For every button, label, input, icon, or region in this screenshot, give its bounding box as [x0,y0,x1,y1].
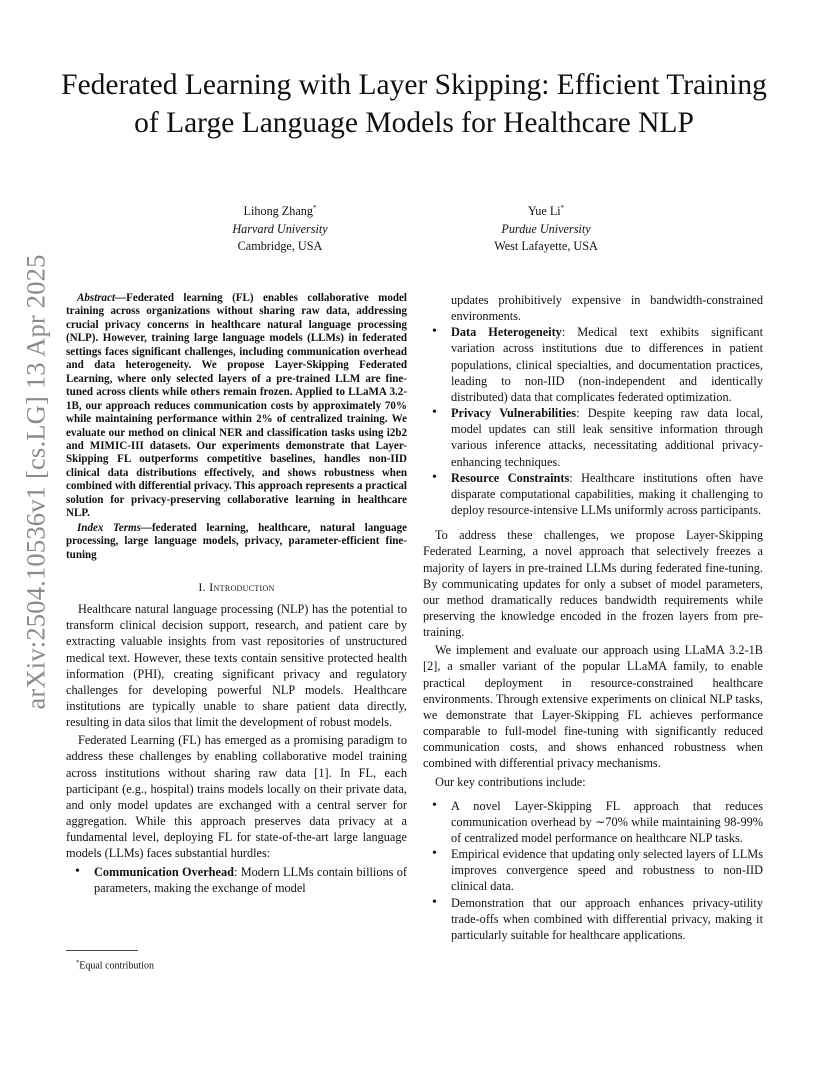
paper-title: Federated Learning with Layer Skipping: Efficient Training of Large Language Models for Healthcare NLP [61,69,767,139]
contributions-list [423,798,763,943]
author-name: Lihong Zhang* [243,204,317,219]
intro-paragraph: Federated Learning (FL) has emerged as a promising paradigm to address these challenges by enabling collaborative model training across institutions without sharing raw data [1]. In FL, each participant (e.g., hospital) trains models locally on their private data, and only model updates are exchanged with a central server for aggregation. While this approach preserves data privacy at a fundamental level, deploying FL for state-of-the-art large language models (LLMs) faces substantial hurdles: [66,733,407,861]
author-affiliation: Purdue University [501,221,591,236]
list-item: • Data Heterogeneity: Medical text exhibits significant variation across institutions due to differences in patient populations, clinical specialties, and documentation practices, leading to non-IID (non-independent and identically distributed) data that complicates federated optimization. [423,324,763,405]
author-affiliation: Harvard University [232,221,328,236]
intro-paragraph: We implement and evaluate our approach using LLaMA 3.2-1B [2], a smaller variant of the popular LLaMA family, to enable practical deployment in resource-constrained healthcare environments. Through extensive experiments on clinical NLP tasks, we demonstrate that Layer-Skipping FL achieves performance comparable to full-model fine-tuning with significantly reduced communication costs, and shows enhanced robustness when combined with differential privacy mechanisms. [423,643,763,771]
index-terms: Index Terms—federated learning, healthcare, natural language processing, large language models, privacy, parameter-efficient fine-tuning [66,521,408,561]
intro-paragraph: Healthcare natural language processing (NLP) has the potential to transform clinical decision support, research, and patient care by extracting valuable insights from vast repositories of unstructured medical text. However, these texts contain sensitive protected health information (PHI), creating significant privacy and regulatory challenges for developing powerful NLP models. Healthcare institutions are typically unable to share patient data directly, resulting in data silos that limit the development of robust models. [66,602,407,730]
author-location: Cambridge, USA [237,239,323,254]
author-block-2 [446,200,646,256]
abstract: Abstract—Federated learning (FL) enables collaborative model training across organizations without sharing raw data, addressing crucial privacy concerns in healthcare natural language processing (NLP). However, training large language models (LLMs) in federated settings faces significant challenges, including communication overhead and data heterogeneity. We propose Layer-Skipping Federated Learning, where only selected layers of a pre-trained LLM are fine-tuned across clients while others remain frozen. Applied to LLaMA 3.2-1B, our approach reduces communication costs by approximately 70% while maintaining performance within 2% of centralized training. We evaluate our method on clinical NER and classification tasks using i2b2 and MIMIC-III datasets. Our experiments demonstrate that Layer-Skipping FL outperforms competitive baselines, handles non-IID clinical data distributions effectively, and shows robustness when combined with differential privacy. This approach represents a practical solution for privacy-preserving collaborative learning in healthcare NLP. [66,292,407,520]
intro-paragraph: Our key contributions include: [435,774,586,789]
challenges-list-continued [423,292,763,518]
footnote: *Equal contribution [76,959,154,972]
list-item: • Communication Overhead: Modern LLMs contain billions of parameters, making the exchange of model [66,864,407,896]
list-item: updates prohibitively expensive in bandwidth-constrained environments. [451,293,763,324]
intro-paragraph: To address these challenges, we propose Layer-Skipping Federated Learning, a novel approach that selectively freezes a majority of layers in pre-trained LLMs during federated fine-tuning. By communicating updates for only a subset of model parameters, our method dramatically reduces bandwidth requirements while preserving the knowledge encoded in the frozen layers from pre-training. [423,528,763,640]
author-name: Yue Li* [527,204,565,219]
list-item: • A novel Layer-Skipping FL approach that reduces communication overhead by ∼70% while maintaining 98-99% of centralized model performance on healthcare NLP tasks. [423,798,763,846]
challenges-list [66,864,407,896]
section-heading-introduction: I. Introduction [198,580,275,595]
list-item: • Empirical evidence that updating only selected layers of LLMs improves convergence speed and robustness to non-IID clinical data. [423,846,763,894]
list-item: • Demonstration that our approach enhances privacy-utility trade-offs when combined with differential privacy, making it particularly suitable for healthcare applications. [423,895,763,943]
footnote-rule [66,950,138,951]
author-location: West Lafayette, USA [494,239,598,254]
right-column [423,292,763,943]
left-column [66,292,407,896]
arxiv-identifier [20,254,51,710]
arxiv-identifier-text: arXiv:2504.10536v1 [cs.LG] 13 Apr 2025 [20,254,51,710]
list-item: • Resource Constraints: Healthcare institutions often have disparate computational capabilities, making it challenging to deploy resource-intensive LLMs uniformly across participants. [423,470,763,518]
list-item: • Privacy Vulnerabilities: Despite keeping raw data local, model updates can still leak sensitive information through various inference attacks, necessitating additional privacy-enhancing techniques. [423,405,763,470]
author-block-1 [180,200,380,256]
